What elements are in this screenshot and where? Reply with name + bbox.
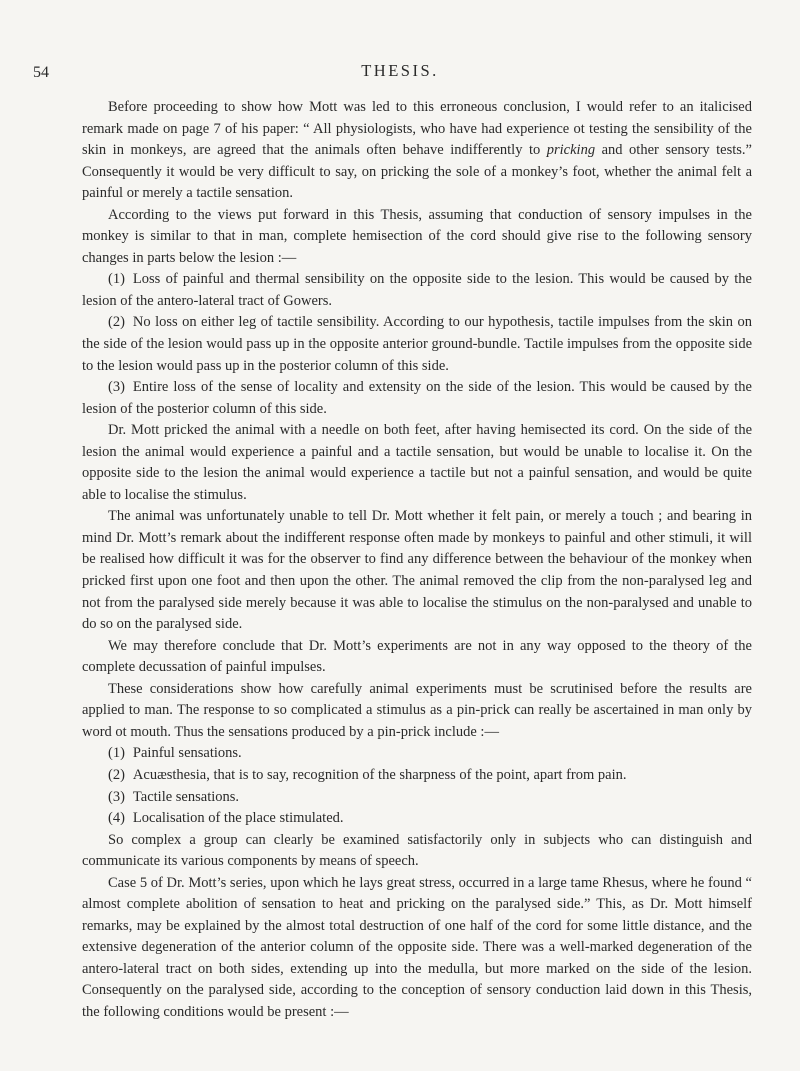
list-number: (1) [108,271,125,288]
list-number: (3) [108,379,125,396]
list-number: (1) [108,745,125,762]
list-number: (4) [108,810,125,827]
list-item: (2) Acuæsthesia, that is to say, recognition of the sharpness of the point, apart from pain. [108,766,627,783]
paragraph: According to the views put forward in this Thesis, assuming that conduction of sensory impulses in the monkey is similar to that in man, complete hemisection of the cord should give rise to the following sensory changes in parts below the lesion :— [82,206,752,266]
paragraph: So complex a group can clearly be examined satisfactorily only in subjects who can distinguish and communicate its various components by means of speech. [82,831,752,870]
list-item: (1) Painful sensations. [108,745,242,762]
list-item: (4) Localisation of the place stimulated. [108,810,344,827]
list-item: (1) Loss of painful and thermal sensibility on the opposite side to the lesion. This would be caused by the lesion of the antero-lateral tract of Gowers. [82,271,752,309]
paragraph: Case 5 of Dr. Mott’s series, upon which he lays great stress, occurred in a large tame Rhesus, where he found “ almost complete abolition of sensation to heat and pricking on the paralysed side.” This, as Dr. Mott himself remarks, may be explained by the almost total destruction of one half of the cord for some little distance, and the extensive degeneration of the anterior column of the opposite side. There was a well-marked degeneration of the antero-lateral tract on both sides, extending up into the medulla, but more marked on the side of the lesion. Consequently on the paralysed side, according to the conception of sensory conduction laid down in this Thesis, the following conditions would be present :— [82,874,752,1020]
list-number: (2) [108,766,125,783]
list-number: (2) [108,314,125,331]
list-item: (2) No loss on either leg of tactile sensibility. According to our hypothesis, tactile impulses from the skin on the side of the lesion would pass up in the opposite anterior ground-bundle. Tactile impulses from the opposite side to the lesion would pass up in the posterior column of this side. [82,314,752,374]
list-item: (3) Entire loss of the sense of locality and extensity on the side of the lesion. This would be caused by the lesion of the posterior column of this side. [82,379,752,417]
paragraph: Dr. Mott pricked the animal with a needle on both feet, after having hemisected its cord. On the side of the lesion the animal would experience a painful and a tactile sensation, but would be unable to localise it. On the opposite side to the lesion the animal would experience a tactile but not a painful sensation, and would be quite able to localise the stimulus. [82,422,752,503]
paragraph: These considerations show how carefully animal experiments must be scrutinised before the results are applied to man. The response to so complicated a stimulus as a pin-prick can really be ascertained in man only by word ot mouth. Thus the sensations produced by a pin-prick include :— [82,680,752,740]
list-number: (3) [108,788,125,805]
paragraph: The animal was unfortunately unable to tell Dr. Mott whether it felt pain, or merely a touch ; and bearing in mind Dr. Mott’s remark about the indifferent response often made by monkeys to painful and other stimuli, it will be realised how difficult it was for the observer to find any difference between the behaviour of the monkey when pricked first upon one foot and then upon the other. The animal removed the clip from the non-paralysed leg and not from the paralysed side merely because it was able to localise the stimulus on the non-paralysed and unable to do so on the paralysed side. [82,508,752,633]
paragraph: Before proceeding to show how Mott was led to this erroneous conclusion, I would refer to an italicised remark made on page 7 of his paper: “ All physiologists, who have had experience ot testing the sensibility of the skin in monkeys, are agreed that the animals often behave indifferently to pricking and other sensory tests.” Consequently it would be very difficult to say, on pricking the sole of a monkey’s foot, whether the animal felt a painful or merely a tactile sensation. [82,99,752,202]
running-title: THESIS. [361,61,439,80]
page-number: 54 [33,64,49,81]
italic-word: pricking [546,142,596,159]
body-text [82,97,752,1024]
list-item: (3) Tactile sensations. [108,788,240,805]
paragraph: We may therefore conclude that Dr. Mott’s experiments are not in any way opposed to the theory of the complete decussation of painful impulses. [82,637,752,676]
